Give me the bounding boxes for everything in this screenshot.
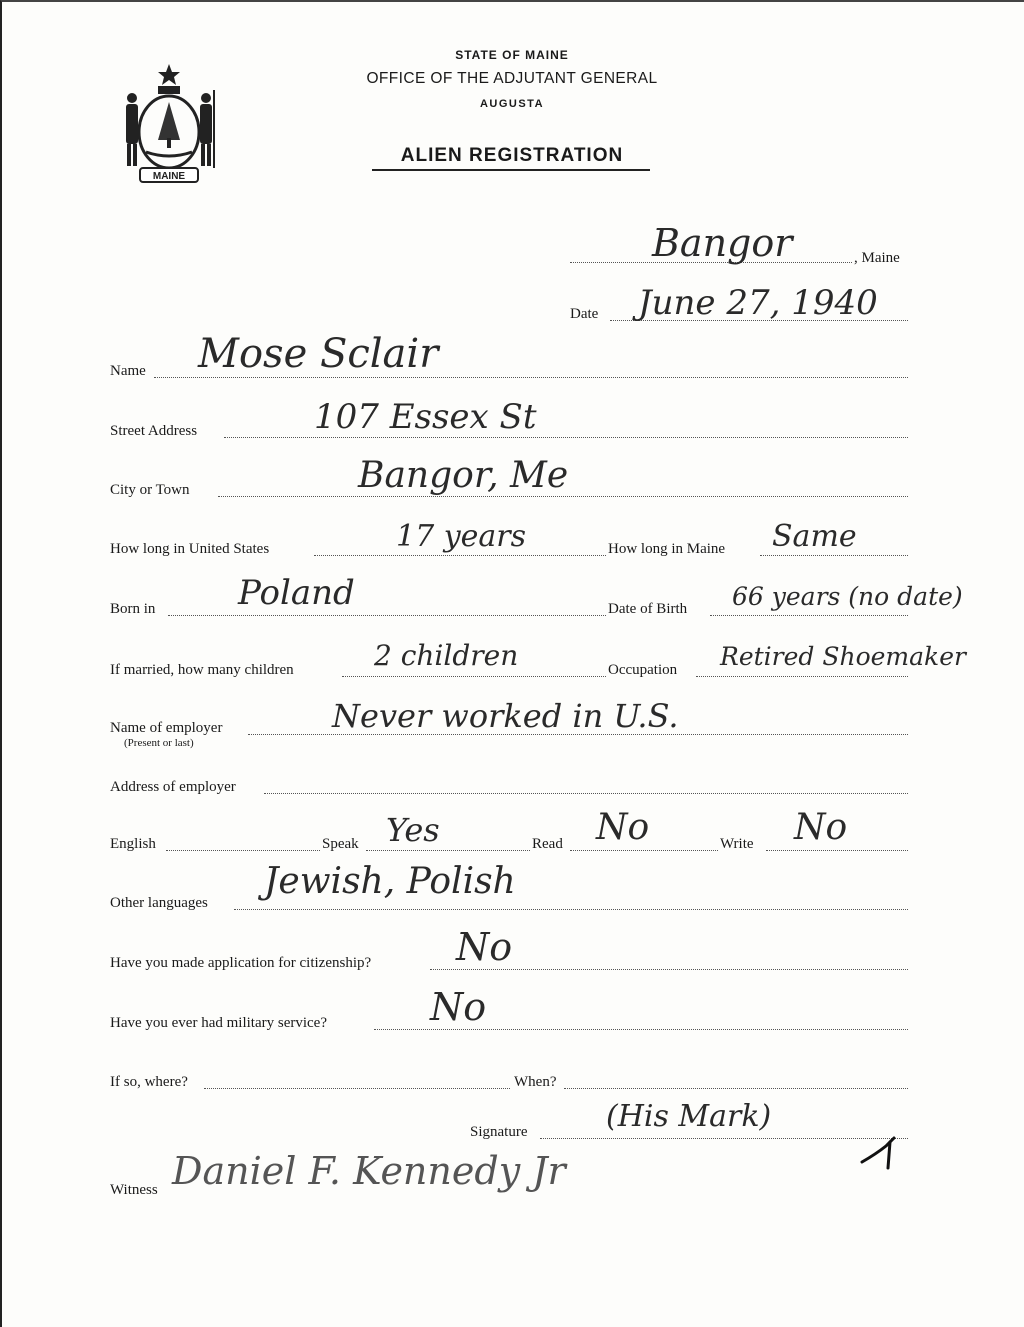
city-value: Bangor, Me bbox=[358, 455, 569, 496]
street-value: 107 Essex St bbox=[314, 397, 537, 437]
employer-address-label: Address of employer bbox=[110, 779, 236, 795]
signature-label: Signature bbox=[470, 1124, 528, 1140]
read-value: No bbox=[596, 807, 650, 848]
other-languages-label: Other languages bbox=[110, 895, 208, 911]
city-line bbox=[218, 496, 908, 497]
place-suffix-label: , Maine bbox=[854, 250, 900, 266]
signature-value: (His Mark) bbox=[606, 1099, 772, 1134]
where-label: If so, where? bbox=[110, 1074, 188, 1090]
name-line bbox=[154, 377, 908, 378]
where-line bbox=[204, 1088, 510, 1089]
citizenship-label: Have you made application for citizenship? bbox=[110, 955, 372, 971]
city-label: City or Town bbox=[110, 482, 190, 498]
employer-sublabel: (Present or last) bbox=[124, 737, 194, 749]
write-line bbox=[766, 850, 908, 851]
born-in-label: Born in bbox=[110, 601, 156, 617]
how-long-maine-line bbox=[760, 555, 908, 556]
occupation-value: Retired Shoemaker bbox=[720, 642, 966, 671]
born-in-line bbox=[168, 615, 606, 616]
state-heading: STATE OF MAINE bbox=[455, 48, 569, 62]
english-label: English bbox=[110, 836, 156, 852]
speak-label: Speak bbox=[322, 836, 359, 852]
write-label: Write bbox=[720, 836, 754, 852]
street-line bbox=[224, 437, 908, 438]
svg-text:MAINE: MAINE bbox=[152, 171, 186, 182]
read-label: Read bbox=[532, 836, 563, 852]
how-long-maine-value: Same bbox=[772, 519, 857, 554]
speak-value: Yes bbox=[386, 811, 440, 849]
children-line bbox=[342, 676, 606, 677]
military-line bbox=[374, 1029, 908, 1030]
born-in-value: Poland bbox=[238, 573, 355, 613]
employer-value: Never worked in U.S. bbox=[332, 697, 679, 735]
how-long-us-line bbox=[314, 555, 606, 556]
when-label: When? bbox=[514, 1074, 557, 1090]
maine-state-seal-icon bbox=[114, 60, 224, 190]
when-line bbox=[564, 1088, 908, 1089]
citizenship-line bbox=[430, 969, 908, 970]
military-label: Have you ever had military service? bbox=[110, 1015, 327, 1031]
other-languages-line bbox=[234, 909, 908, 910]
dob-value: 66 years (no date) bbox=[732, 582, 963, 611]
signature-mark-icon bbox=[858, 1132, 908, 1172]
speak-line bbox=[366, 850, 530, 851]
write-value: No bbox=[794, 807, 848, 848]
date-value: June 27, 1940 bbox=[638, 283, 878, 323]
witness-label: Witness bbox=[110, 1182, 158, 1198]
employer-label: Name of employer bbox=[110, 720, 223, 736]
date-label: Date bbox=[570, 306, 599, 322]
occupation-line bbox=[696, 676, 908, 677]
how-long-us-label: How long in United States bbox=[110, 541, 270, 557]
name-value: Mose Sclair bbox=[198, 331, 439, 377]
occupation-label: Occupation bbox=[608, 662, 678, 678]
signature-line bbox=[540, 1138, 908, 1139]
witness-value: Daniel F. Kennedy Jr bbox=[172, 1149, 566, 1193]
english-line bbox=[166, 850, 320, 851]
citizenship-value: No bbox=[456, 925, 513, 969]
children-value: 2 children bbox=[374, 639, 519, 672]
title-underline bbox=[372, 169, 650, 171]
place-value: Bangor bbox=[652, 221, 793, 265]
employer-address-line bbox=[264, 793, 908, 794]
how-long-us-value: 17 years bbox=[396, 519, 527, 554]
read-line bbox=[570, 850, 718, 851]
dob-line bbox=[710, 615, 908, 616]
name-label: Name bbox=[110, 363, 146, 379]
city-heading: AUGUSTA bbox=[479, 98, 545, 110]
military-value: No bbox=[430, 985, 487, 1029]
how-long-maine-label: How long in Maine bbox=[608, 541, 726, 557]
children-label: If married, how many children bbox=[110, 662, 294, 678]
other-languages-value: Jewish, Polish bbox=[264, 861, 516, 902]
office-heading: OFFICE OF THE ADJUTANT GENERAL bbox=[366, 70, 658, 87]
form-title: ALIEN REGISTRATION bbox=[400, 145, 624, 166]
street-label: Street Address bbox=[110, 423, 198, 439]
dob-label: Date of Birth bbox=[608, 601, 688, 617]
